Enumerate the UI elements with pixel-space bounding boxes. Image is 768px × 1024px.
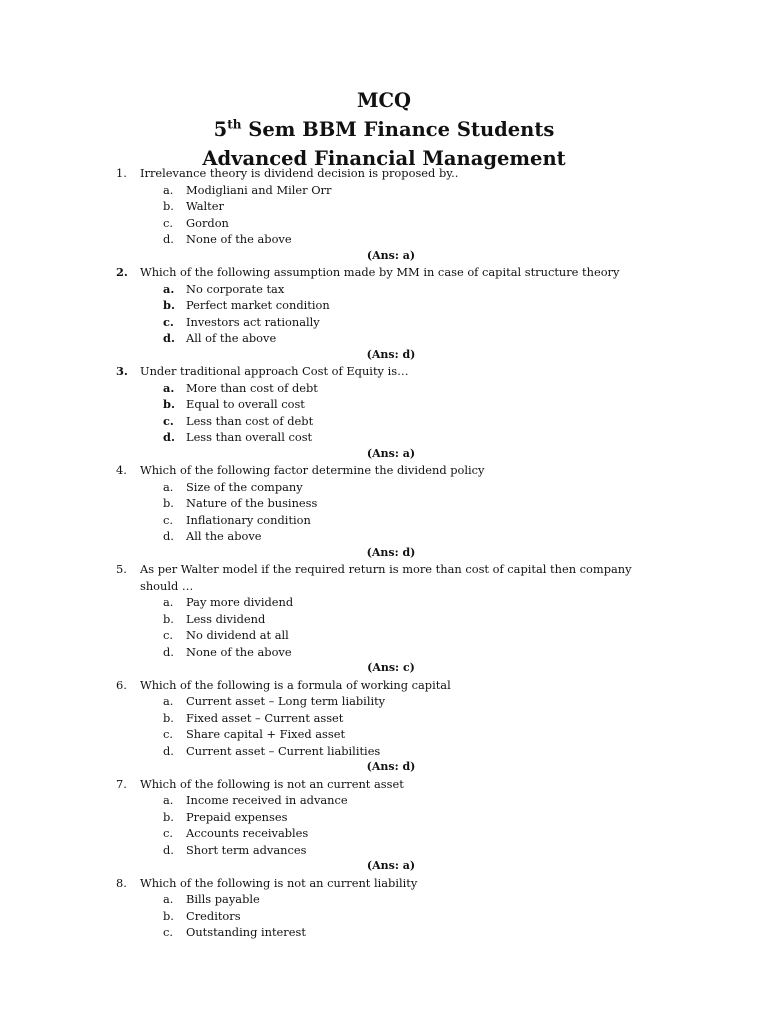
option-letter: d. xyxy=(163,430,175,444)
document-header xyxy=(0,86,768,173)
option-text: All the above xyxy=(186,529,262,543)
option-letter: a. xyxy=(163,281,175,296)
question-line xyxy=(0,677,768,694)
option-item xyxy=(0,710,768,727)
option-text: More than cost of debt xyxy=(186,380,318,395)
option-letter: a. xyxy=(163,892,174,906)
question-item xyxy=(0,561,768,677)
option-letter: b. xyxy=(163,710,174,725)
option-letter: c. xyxy=(163,215,174,230)
option-text: Creditors xyxy=(186,908,241,923)
option-item xyxy=(0,215,768,232)
question-line xyxy=(0,776,768,793)
option-item xyxy=(0,825,768,842)
option-item xyxy=(0,726,768,743)
title-semester-suffix: th xyxy=(227,117,242,132)
option-letter: a. xyxy=(163,380,175,395)
question-line xyxy=(0,875,768,892)
option-text: Fixed asset – Current asset xyxy=(186,710,344,725)
question-number: 2. xyxy=(116,265,128,279)
option-item xyxy=(0,528,768,545)
question-item xyxy=(0,363,768,462)
option-text: None of the above xyxy=(186,644,292,659)
option-item xyxy=(0,182,768,199)
question-item xyxy=(0,462,768,561)
question-text: Which of the following factor determine the dividend policy xyxy=(140,463,485,477)
option-text: Accounts receivables xyxy=(186,826,309,840)
question-text: As per Walter model if the required return is more than cost of capital then company xyxy=(140,562,632,576)
option-letter: b. xyxy=(163,908,174,923)
question-text: Which of the following is not an current asset xyxy=(140,776,404,791)
question-line xyxy=(0,165,768,182)
question-text: should … xyxy=(140,578,194,593)
option-text: Prepaid expenses xyxy=(186,809,288,824)
question-number: 1. xyxy=(116,166,127,180)
question-number: 3. xyxy=(116,364,128,378)
option-item xyxy=(0,693,768,710)
title-semester-rest: Sem BBM Finance Students xyxy=(241,118,555,141)
option-item xyxy=(0,396,768,413)
option-item xyxy=(0,512,768,529)
option-letter: b. xyxy=(163,496,174,510)
option-letter: c. xyxy=(163,413,174,428)
option-letter: a. xyxy=(163,479,174,494)
option-item xyxy=(0,743,768,760)
option-text: Current asset – Long term liability xyxy=(186,694,386,708)
option-letter: a. xyxy=(163,793,174,807)
option-letter: c. xyxy=(163,727,174,741)
option-item xyxy=(0,594,768,611)
question-number: 8. xyxy=(116,875,127,890)
option-letter: a. xyxy=(163,595,174,609)
option-letter: b. xyxy=(163,611,174,626)
option-letter: d. xyxy=(163,232,174,246)
question-item xyxy=(0,165,768,264)
option-item xyxy=(0,809,768,826)
option-letter: b. xyxy=(163,397,175,411)
question-item xyxy=(0,677,768,776)
answer-key: (Ans: a) xyxy=(366,859,416,872)
option-letter: d. xyxy=(163,331,175,345)
answer-key: (Ans: a) xyxy=(366,248,416,262)
option-letter: d. xyxy=(163,743,174,758)
option-text: Less than cost of debt xyxy=(186,413,314,428)
option-text: Current asset – Current liabilities xyxy=(186,743,381,758)
question-text: Which of the following is not an current liability xyxy=(140,875,418,890)
option-text: Perfect market condition xyxy=(186,298,330,312)
question-line xyxy=(0,363,768,380)
option-item xyxy=(0,842,768,859)
question-text: Which of the following is a formula of working capital xyxy=(140,677,451,692)
option-letter: c. xyxy=(163,925,174,939)
title-subject: Advanced Financial Management xyxy=(202,147,566,170)
option-item xyxy=(0,792,768,809)
option-letter: d. xyxy=(163,644,174,659)
option-item xyxy=(0,413,768,430)
question-number: 7. xyxy=(116,776,127,791)
option-text: Bills payable xyxy=(186,892,260,906)
option-item xyxy=(0,281,768,298)
option-text: No corporate tax xyxy=(186,281,285,296)
question-item xyxy=(0,875,768,941)
question-number: 5. xyxy=(116,562,127,576)
option-text: Outstanding interest xyxy=(186,925,306,939)
question-line xyxy=(0,561,768,578)
option-text: Inflationary condition xyxy=(186,512,311,527)
option-letter: c. xyxy=(163,512,174,527)
option-item xyxy=(0,297,768,314)
option-text: Investors act rationally xyxy=(186,314,320,329)
option-item xyxy=(0,908,768,925)
option-letter: d. xyxy=(163,842,174,857)
question-list xyxy=(0,165,768,941)
option-text: Pay more dividend xyxy=(186,595,294,609)
option-text: Income received in advance xyxy=(186,793,348,807)
option-text: No dividend at all xyxy=(186,628,289,642)
answer-key: (Ans: d) xyxy=(366,545,416,559)
option-text: Share capital + Fixed asset xyxy=(186,727,346,741)
option-text: Short term advances xyxy=(186,842,307,857)
option-letter: d. xyxy=(163,529,174,543)
option-text: All of the above xyxy=(186,331,277,345)
answer-key: (Ans: d) xyxy=(366,347,416,361)
option-letter: c. xyxy=(163,314,174,329)
question-line xyxy=(0,264,768,281)
title-mcq: MCQ xyxy=(356,89,412,112)
option-text: Equal to overall cost xyxy=(186,397,305,411)
option-item xyxy=(0,495,768,512)
question-item xyxy=(0,264,768,363)
option-item xyxy=(0,380,768,397)
question-item xyxy=(0,776,768,875)
option-item xyxy=(0,314,768,331)
option-item xyxy=(0,429,768,446)
option-item xyxy=(0,924,768,941)
option-item xyxy=(0,198,768,215)
option-item xyxy=(0,330,768,347)
option-item xyxy=(0,479,768,496)
option-letter: c. xyxy=(163,826,174,840)
option-letter: b. xyxy=(163,298,175,312)
option-text: Nature of the business xyxy=(186,496,318,510)
option-letter: c. xyxy=(163,628,174,642)
title-semester xyxy=(0,115,768,144)
question-text: Irrelevance theory is dividend decision is proposed by.. xyxy=(140,166,459,180)
question-number: 4. xyxy=(116,463,127,477)
option-text: Size of the company xyxy=(186,479,303,494)
option-text: Less dividend xyxy=(186,611,266,626)
option-item xyxy=(0,231,768,248)
question-text: Which of the following assumption made by MM in case of capital structure theory xyxy=(140,265,620,279)
question-line xyxy=(0,462,768,479)
answer-key: (Ans: d) xyxy=(366,760,416,773)
option-letter: b. xyxy=(163,809,174,824)
option-item xyxy=(0,644,768,661)
question-number: 6. xyxy=(116,677,127,692)
option-item xyxy=(0,891,768,908)
title-semester-number: 5 xyxy=(213,118,228,141)
answer-key: (Ans: a) xyxy=(366,446,416,460)
option-item xyxy=(0,611,768,628)
option-text: Walter xyxy=(186,199,224,213)
option-letter: b. xyxy=(163,199,174,213)
option-text: Less than overall cost xyxy=(186,430,313,444)
option-text: None of the above xyxy=(186,232,292,246)
question-text: Under traditional approach Cost of Equity is… xyxy=(140,364,409,378)
option-letter: a. xyxy=(163,182,174,197)
option-text: Modigliani and Miler Orr xyxy=(186,182,332,197)
option-text: Gordon xyxy=(186,215,229,230)
option-letter: a. xyxy=(163,694,174,708)
question-line xyxy=(0,578,768,595)
answer-key: (Ans: c) xyxy=(367,661,415,674)
option-item xyxy=(0,627,768,644)
